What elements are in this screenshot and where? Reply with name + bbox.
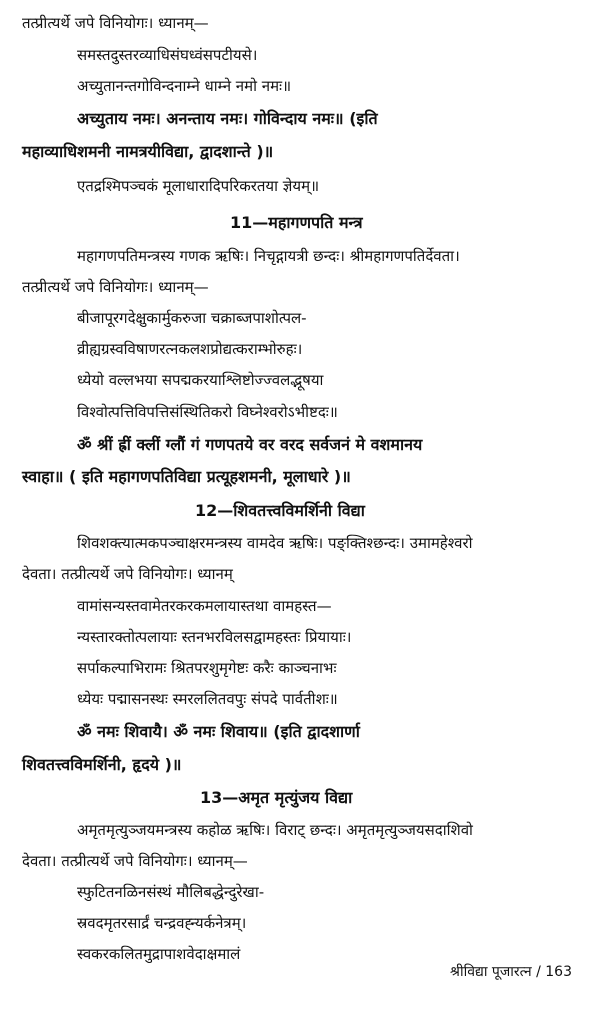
verse-line: अच्युतानन्तगोविन्दनाम्ने धाम्ने नमो नमः॥: [77, 77, 292, 95]
verse-line: व्रीह्यग्रस्वविषाणरत्नकलशप्रोद्यत्कराम्भोरुहः।: [77, 340, 303, 358]
verse-line: बीजापूरगदेक्षुकार्मुकरुजा चक्राब्जपाशोत्पल-: [77, 309, 307, 327]
verse-line: ध्येयो वल्लभया सपद्मकरयाश्लिष्टोज्ज्वलद्भूषया: [77, 371, 324, 389]
verse-line: वामांसन्यस्तवामेतरकरकमलायास्तथा वामहस्त—: [77, 597, 332, 615]
text-line: अमृतमृत्युञ्जयमन्त्रस्य कहोळ ऋषिः। विराट् छन्दः। अमृतमृत्युञ्जयसदाशिवो: [77, 821, 473, 839]
mantra-line: महाव्याधिशमनी नामत्रयीविद्या, द्वादशान्ते )॥: [22, 142, 274, 161]
section-heading: 11—महागणपति मन्त्र: [230, 213, 363, 232]
verse-line: स्रवदमृतरसार्द्रं चन्द्रवह्न्यर्कनेत्रम्।: [77, 914, 247, 932]
section-heading: 12—शिवतत्त्वविमर्शिनी विद्या: [195, 501, 365, 520]
text-line: देवता। तत्प्रीत्यर्थे जपे विनियोगः। ध्यानम्—: [22, 852, 248, 870]
mantra-text: अच्युताय नमः। अनन्ताय नमः। गोविन्दाय नमः॥ (इति: [77, 109, 378, 128]
verse-line: स्फुटितनळिनसंस्थं मौलिबद्धेन्दुरेखा-: [77, 883, 265, 901]
text-line: महागणपतिमन्त्रस्य गणक ऋषिः। निचृद्गायत्री छन्दः। श्रीमहागणपतिर्देवता।: [77, 247, 460, 265]
mantra-line: शिवतत्त्वविमर्शिनी, हृदये )॥: [22, 755, 182, 774]
mantra-line: [77, 107, 581, 131]
mantra-line: ॐ नमः शिवायै। ॐ नमः शिवाय॥ (इति द्वादशार्णा: [77, 722, 360, 741]
verse-line: न्यस्तारक्तोत्पलायाः स्तनभरविलसद्वामहस्तः प्रियायाः।: [77, 628, 352, 646]
text-line: एतद्रश्मिपञ्चकं मूलाधारादिपरिकरतया ज्ञेयम्॥: [77, 177, 320, 195]
text-line: तत्प्रीत्यर्थे जपे विनियोगः। ध्यानम्—: [22, 278, 209, 296]
mantra-line: स्वाहा॥ ( इति महागणपतिविद्या प्रत्यूहशमनी, मूलाधारे )॥: [22, 467, 351, 486]
text-line: देवता। तत्प्रीत्यर्थे जपे विनियोगः। ध्यानम्: [22, 565, 233, 583]
mantra-line: ॐ श्रीं ह्रीं क्लीं ग्लौं गं गणपतये वर वरद सर्वजनं मे वशमानय: [77, 435, 423, 454]
verse-line: सर्पाकल्पाभिरामः श्रितपरशुमृगेष्टः करैः काञ्चनाभः: [77, 659, 337, 677]
section-heading: 13—अमृत मृत्युंजय विद्या: [200, 788, 353, 807]
verse-line: समस्तदुस्तरव्याधिसंघध्वंसपटीयसे।: [77, 46, 258, 64]
verse-line: विश्वोत्पत्तिविपत्तिसंस्थितिकरो विघ्नेश्वरोऽभीष्टदः॥: [77, 403, 338, 421]
page-footer: श्रीविद्या पूजारत्न / 163: [450, 964, 572, 980]
text-line: तत्प्रीत्यर्थे जपे विनियोगः। ध्यानम्—: [22, 14, 209, 32]
verse-line: स्वकरकलितमुद्रापाशवेदाक्षमालं: [77, 945, 241, 963]
text-line: शिवशक्त्यात्मकपञ्चाक्षरमन्त्रस्य वामदेव ऋषिः। पङ्क्तिश्छन्दः। उमामहेश्वरो: [77, 534, 473, 552]
verse-line: ध्येयः पद्मासनस्थः स्मरललितवपुः संपदे पार्वतीशः॥: [77, 690, 338, 708]
